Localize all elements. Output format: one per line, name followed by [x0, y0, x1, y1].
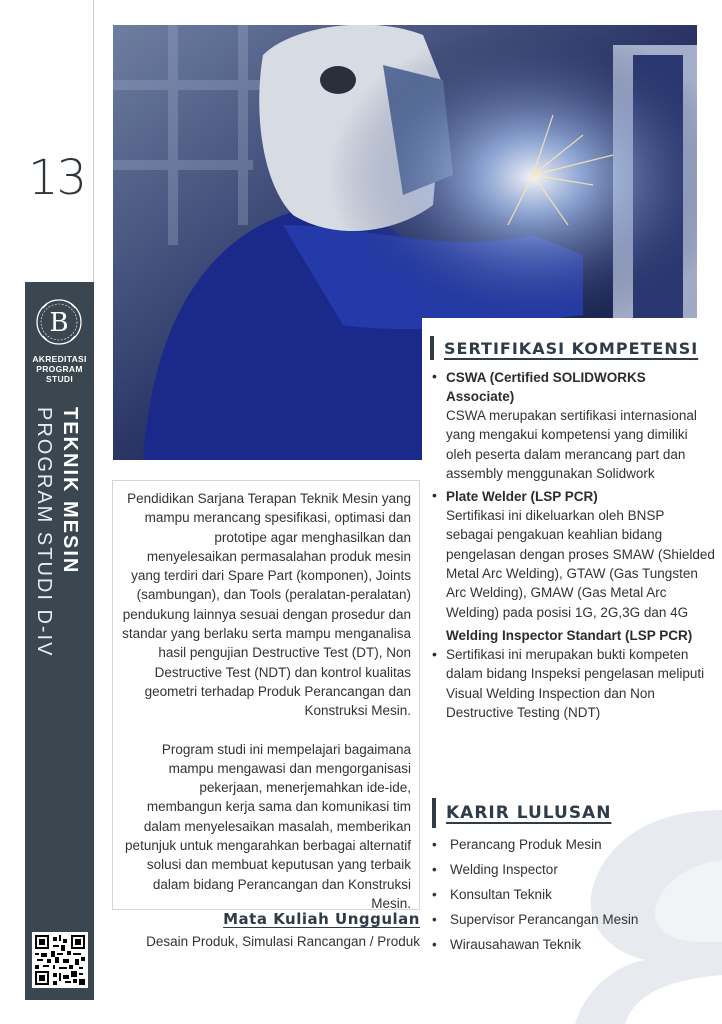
page-number: 13	[28, 150, 86, 206]
certification-name: Welding Inspector Standart (LSP PCR)	[446, 627, 693, 643]
badge-caption-line: STUDI	[46, 374, 73, 384]
badge-caption-line: PROGRAM	[36, 364, 83, 374]
heading-accent-bar	[430, 336, 434, 360]
bullet: •	[432, 937, 437, 952]
badge-letter: B	[49, 308, 69, 338]
career-item	[432, 857, 702, 882]
career-item	[432, 932, 702, 957]
bullet: •	[432, 487, 437, 504]
career-heading-text: KARIR LULUSAN	[446, 803, 612, 823]
certification-item	[430, 626, 715, 722]
featured-courses-title: Mata Kuliah Unggulan	[223, 910, 420, 928]
certification-description: Sertifikasi ini merupakan bukti kompeten dalam bidang Inspeksi pengelasan meliputi Visual Welding Inspection dan Non Destructive Testing (NDT)	[446, 646, 705, 720]
certification-item	[430, 368, 715, 483]
bullet: •	[432, 862, 437, 877]
certification-name: Plate Welder (LSP PCR)	[446, 489, 598, 505]
badge-caption-line: AKREDITASI	[32, 354, 87, 364]
certification-item	[430, 487, 715, 622]
career-item-label: Konsultan Teknik	[450, 887, 552, 902]
program-name: TEKNIK MESIN	[59, 407, 81, 575]
description-paragraph: Program studi ini mempelajari bagaimana mampu mengawasi dan mengorganisasi pekerjaan, menerjemahkan ide-ide, membangun kerja sama dan komunikasi tim dalam menyelesaikan masalah, memberikan petunjuk untuk mengarahkan berbagai alternatif solusi dan membuat keputusan yang terbaik dalam bidang Perancangan dan Konstruksi Mesin.	[125, 741, 411, 911]
qr-code[interactable]	[32, 932, 88, 988]
career-list	[432, 832, 702, 957]
career-item-label: Perancang Produk Mesin	[450, 837, 602, 852]
career-item	[432, 907, 702, 932]
bullet: •	[432, 887, 437, 902]
qr-code-icon	[35, 935, 85, 985]
bullet: •	[432, 912, 437, 927]
career-item	[432, 882, 702, 907]
accreditation-badge-icon	[33, 296, 85, 348]
certification-list	[430, 368, 715, 726]
program-level: PROGRAM STUDI D-IV	[33, 407, 55, 658]
program-description-box	[112, 480, 420, 910]
program-vertical-title	[31, 407, 83, 967]
career-item-label: Supervisor Perancangan Mesin	[450, 912, 639, 927]
certification-description: Sertifikasi ini dikeluarkan oleh BNSP sebagai pengakuan keahlian bidang pengelasan dengan proses SMAW (Shielded Metal Arc Welding), GTAW (Gas Tungsten Arc Welding), GMAW (Gas Metal Arc Welding) pada posisi 1G, 2G,3G dan 4G	[446, 508, 715, 620]
sidebar	[25, 282, 94, 1000]
featured-courses-value: Desain Produk, Simulasi Rancangan / Produk	[146, 934, 420, 949]
certification-description: CSWA merupakan sertifikasi internasional yang mengakui kompetensi yang dimiliki oleh peserta dalam merancang part dan assembly menggunakan Solidwork	[446, 408, 697, 481]
bullet: •	[432, 645, 437, 662]
career-item-label: Wirausahawan Teknik	[450, 937, 582, 952]
bullet: •	[432, 368, 437, 384]
bullet: •	[432, 837, 437, 852]
career-heading	[432, 798, 611, 828]
badge-caption	[25, 354, 94, 384]
career-item	[432, 832, 702, 857]
certification-heading-text: SERTIFIKASI KOMPETENSI	[444, 338, 699, 358]
description-paragraph: Pendidikan Sarjana Terapan Teknik Mesin yang mampu merancang spesifikasi, optimasi dan prototipe agar menghasilkan dan menyelesaikan permasalahan produk mesin yang terdiri dari Spare Part (komponen), Joints (sambungan), dan Tools (peralatan-peralatan) pendukung lainnya sesuai dengan prosedur dan standar yang berlaku serta mampu menganalisa hasil pengujian Destructive Test (DT), Non Destructive Test (NDT) dan kontrol kualitas geometri terhadap Produk Perancangan dan Konstruksi Mesin.	[122, 491, 411, 719]
heading-accent-bar	[432, 798, 436, 828]
certification-heading	[430, 336, 698, 360]
side-divider	[93, 0, 94, 282]
career-item-label: Welding Inspector	[450, 862, 558, 877]
certification-name: CSWA (Certified SOLIDWORKS Associate)	[446, 370, 646, 404]
